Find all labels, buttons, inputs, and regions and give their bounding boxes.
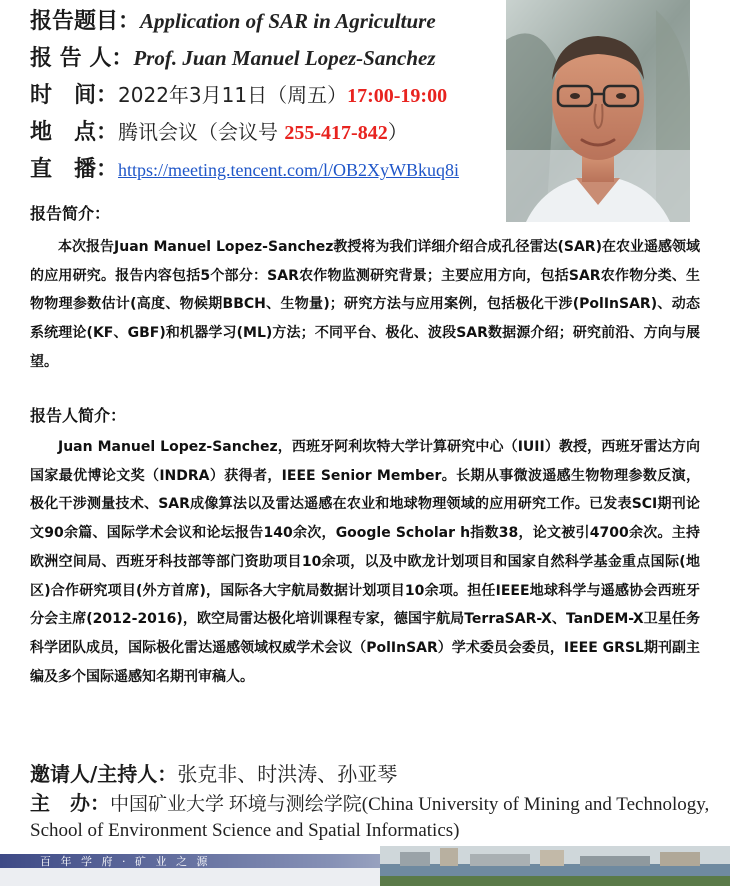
place-prefix: 腾讯会议（会议号 bbox=[118, 120, 285, 144]
title-value: Application of SAR in Agriculture bbox=[140, 9, 436, 33]
report-intro-heading: 报告简介： bbox=[30, 204, 111, 223]
time-row bbox=[30, 78, 447, 109]
banner-motto: 百 年 学 府 · 矿 业 之 源 bbox=[40, 855, 211, 868]
place-suffix: ） bbox=[387, 120, 408, 144]
speaker-intro-heading: 报告人简介： bbox=[30, 406, 127, 425]
title-row bbox=[30, 4, 436, 35]
hosts-row bbox=[30, 758, 397, 787]
speaker-portrait-image bbox=[506, 0, 690, 222]
time-date: 2022年3月11日（周五） bbox=[118, 83, 348, 107]
live-url-link[interactable]: https://meeting.tencent.com/l/OB2XyWBkuq8i bbox=[118, 160, 459, 180]
speaker-intro-text: Juan Manuel Lopez-Sanchez，西班牙阿利坎特大学计算研究中心（IUII）教授，西班牙雷达方向国家最优博论文奖（INDRA）获得者，IEEE Senior Member。长期从事微波遥感生物物理参数反演，极化干涉测量技术、SAR成像算法以及雷达遥感在农业和地球物理领域的应用研究工作。已发表SCI期刊论文90余篇、国际学术会议和论坛报告140余次，Google Scholar h指数38，论文被引4700余次。主持欧洲空间局、西班牙科技部等部门资助项目10余项，以及中欧龙计划项目和国家自然科学基金重点国际(地区)合作研究项目(外方首席)，国际各大宇航局数据计划项目10余项。担任IEEE地球科学与遥感协会西班牙分会主席(2012-2016)，欧空局雷达极化培训课程专家，德国宇航局TerraSAR-X、TanDEM-X卫星任务科学团队成员，国际极化雷达遥感领域权威学术会议（PolInSAR）学术委员会委员，IEEE GRSL期刊副主编及多个国际遥感知名期刊审稿人。 bbox=[30, 439, 700, 685]
organizer-label: 主 办： bbox=[30, 791, 110, 815]
speaker-photo bbox=[506, 0, 690, 222]
place-label: 地 点： bbox=[30, 120, 119, 145]
title-label: 报告题目： bbox=[30, 9, 141, 34]
organizer-text: 中国矿业大学 环境与测绘学院(China University of Mining and Technology, School of Environment Science and Spatial Informatics) bbox=[30, 794, 710, 841]
campus-banner bbox=[0, 846, 730, 886]
speaker-row bbox=[30, 41, 436, 72]
speaker-label: 报 告 人： bbox=[30, 46, 134, 71]
live-label: 直 播： bbox=[30, 157, 119, 182]
meeting-id: 255-417-842 bbox=[284, 122, 388, 144]
speaker-value: Prof. Juan Manuel Lopez-Sanchez bbox=[133, 46, 436, 70]
time-range: 17:00-19:00 bbox=[347, 85, 448, 107]
hosts-label: 邀请人/主持人： bbox=[30, 762, 178, 786]
time-label: 时 间： bbox=[30, 83, 119, 108]
organizer-block bbox=[30, 790, 720, 844]
place-row bbox=[30, 115, 408, 146]
hosts-names: 张克非、时洪涛、孙亚琴 bbox=[177, 762, 398, 786]
live-row bbox=[30, 152, 459, 183]
report-intro-text: 本次报告Juan Manuel Lopez-Sanchez教授将为我们详细介绍合成孔径雷达(SAR)在农业遥感领域的应用研究。报告内容包括5个部分：SAR农作物监测研究背景；主要应用方向，包括SAR农作物分类、生物物理参数估计(高度、物候期BBCH、生物量)；研究方法与应用案例，包括极化干涉(PolInSAR)、动态系统理论(KF、GBF)和机器学习(ML)方法；不同平台、极化、波段SAR数据源介绍；研究前沿、方向与展望。 bbox=[30, 239, 700, 370]
